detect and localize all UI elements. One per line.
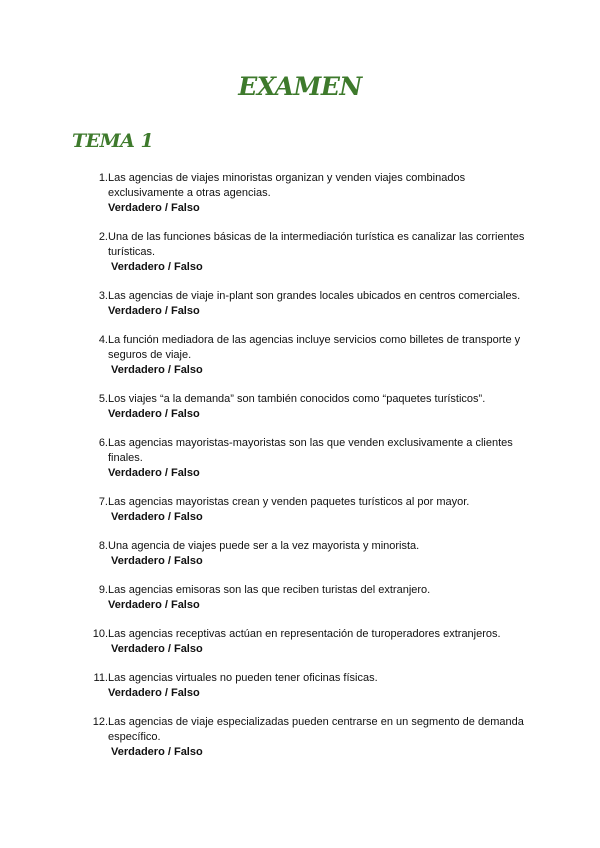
answer-options: Verdadero / Falso bbox=[111, 746, 203, 758]
question-number: 12. bbox=[92, 716, 108, 728]
answer-options: Verdadero / Falso bbox=[108, 599, 200, 611]
answer-options: Verdadero / Falso bbox=[111, 511, 203, 523]
question-item bbox=[86, 715, 532, 760]
question-number: 8. bbox=[98, 540, 108, 552]
question-number: 3. bbox=[98, 290, 108, 302]
question-number: 5. bbox=[98, 393, 108, 405]
answer-options: Verdadero / Falso bbox=[108, 408, 200, 420]
question-item bbox=[86, 333, 532, 378]
question-text: Las agencias de viaje in-plant son grandes locales ubicados en centros comerciales. bbox=[108, 290, 521, 302]
question-list bbox=[86, 171, 532, 774]
question-item bbox=[86, 539, 532, 569]
question-number: 7. bbox=[98, 496, 108, 508]
section-heading: TEMA 1 bbox=[72, 130, 154, 152]
answer-options: Verdadero / Falso bbox=[111, 261, 203, 273]
question-text: Las agencias emisoras son las que reciben turistas del extranjero. bbox=[108, 584, 431, 596]
question-number: 6. bbox=[98, 437, 108, 449]
question-text: Las agencias mayoristas crean y venden paquetes turísticos al por mayor. bbox=[108, 496, 470, 508]
question-item bbox=[86, 171, 532, 216]
question-number: 4. bbox=[98, 334, 108, 346]
answer-options: Verdadero / Falso bbox=[111, 364, 203, 376]
answer-options: Verdadero / Falso bbox=[108, 305, 200, 317]
answer-options: Verdadero / Falso bbox=[111, 555, 203, 567]
exam-title: EXAMEN bbox=[238, 72, 362, 101]
question-item bbox=[86, 495, 532, 525]
question-number: 1. bbox=[98, 172, 108, 184]
question-text: La función mediadora de las agencias incluye servicios como billetes de transporte y seguros de viaje. bbox=[108, 334, 521, 361]
question-number: 9. bbox=[98, 584, 108, 596]
question-text: Las agencias mayoristas-mayoristas son las que venden exclusivamente a clientes finales. bbox=[108, 437, 513, 464]
answer-options: Verdadero / Falso bbox=[108, 202, 200, 214]
answer-options: Verdadero / Falso bbox=[108, 467, 200, 479]
question-item bbox=[86, 436, 532, 481]
question-text: Una de las funciones básicas de la intermediación turística es canalizar las corrientes turísticas. bbox=[108, 231, 525, 258]
answer-options: Verdadero / Falso bbox=[111, 643, 203, 655]
question-text: Las agencias receptivas actúan en representación de turoperadores extranjeros. bbox=[108, 628, 501, 640]
question-item bbox=[86, 289, 532, 319]
answer-options: Verdadero / Falso bbox=[108, 687, 200, 699]
question-text: Los viajes “a la demanda” son también conocidos como “paquetes turísticos”. bbox=[108, 393, 486, 405]
question-item bbox=[86, 230, 532, 275]
question-text: Las agencias virtuales no pueden tener oficinas físicas. bbox=[108, 672, 378, 684]
question-item bbox=[86, 627, 532, 657]
question-item bbox=[86, 583, 532, 613]
question-number: 2. bbox=[98, 231, 108, 243]
question-text: Las agencias de viaje especializadas pueden centrarse en un segmento de demanda específico. bbox=[108, 716, 524, 743]
question-item bbox=[86, 671, 532, 701]
question-item bbox=[86, 392, 532, 422]
question-number: 11. bbox=[93, 672, 108, 684]
question-number: 10. bbox=[92, 628, 108, 640]
question-text: Las agencias de viajes minoristas organizan y venden viajes combinados exclusivamente a otras agencias. bbox=[108, 172, 466, 199]
question-text: Una agencia de viajes puede ser a la vez mayorista y minorista. bbox=[108, 540, 420, 552]
